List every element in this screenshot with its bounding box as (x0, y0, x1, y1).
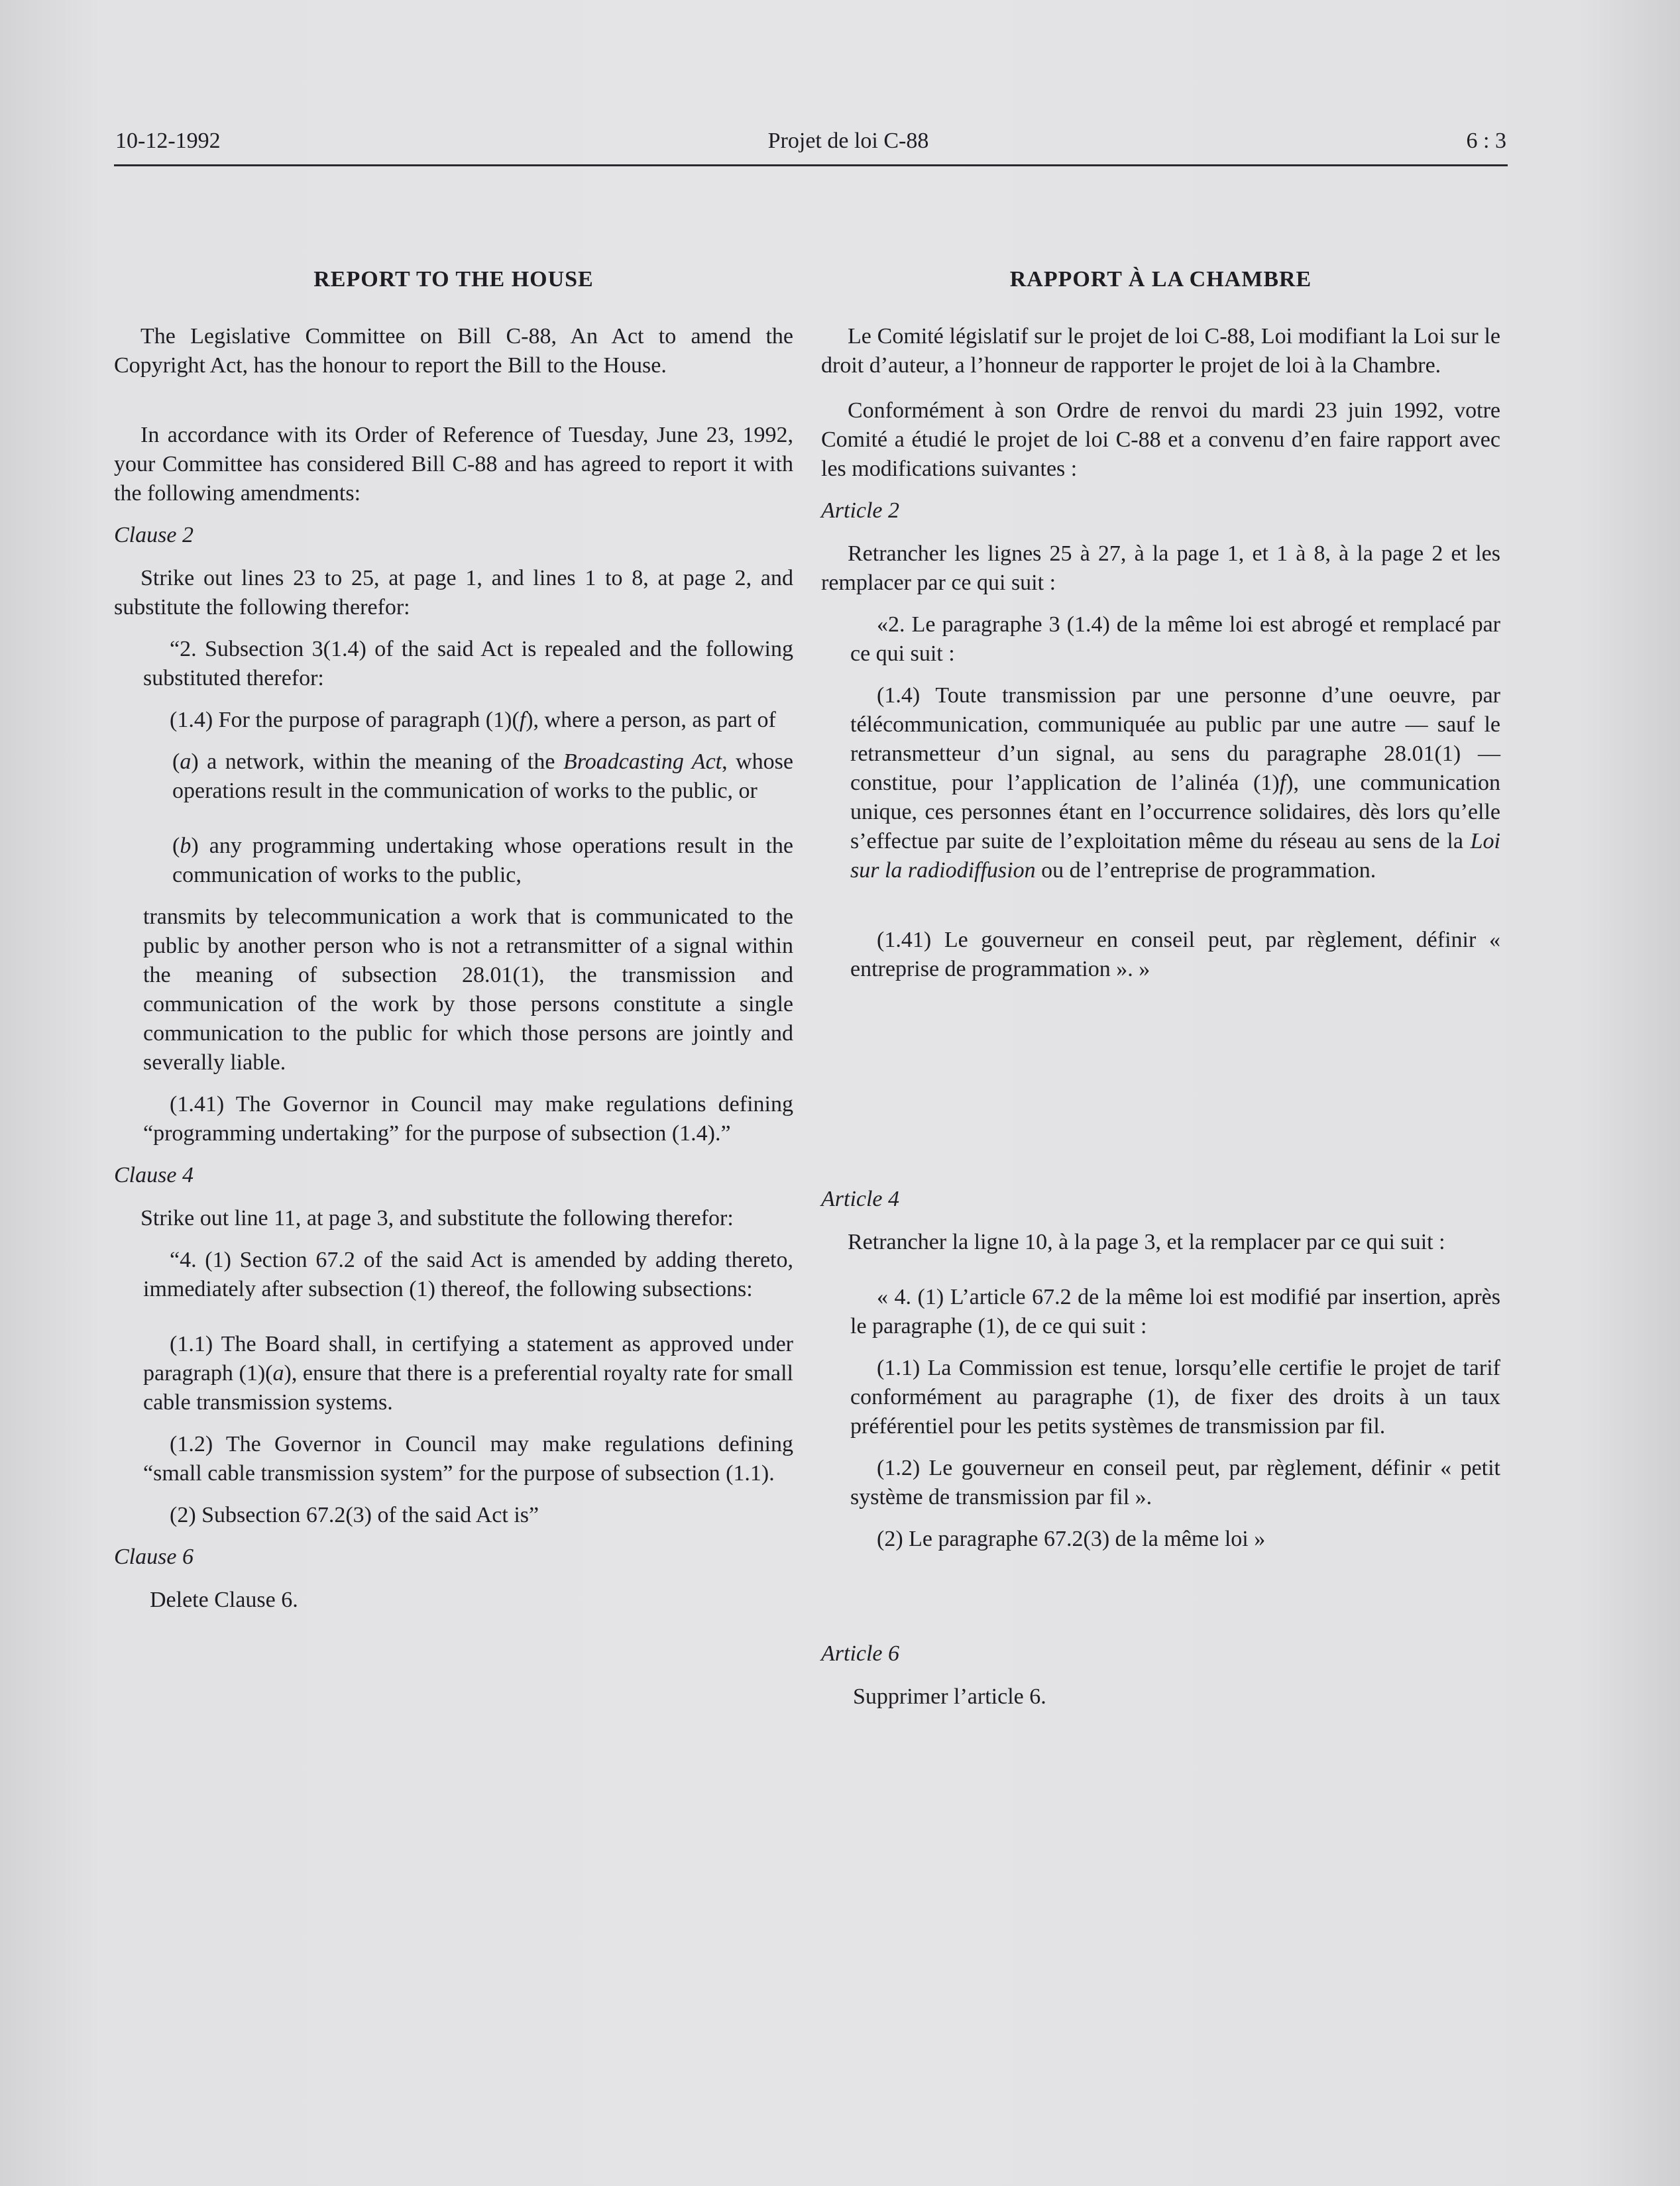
header-title: Projet de loi C-88 (767, 129, 929, 153)
paragraphe-1-2: (1.2) Le gouverneur en conseil peut, par règlement, définir « petit système de transmission par fil ». (850, 1456, 1500, 1509)
header-date: 10-12-1992 (115, 129, 221, 153)
clause-4-instruction: Strike out line 11, at page 3, and substitute the following therefor: (140, 1206, 734, 1230)
article-4-paragraph-intro: « 4. (1) L’article 67.2 de la même loi est modifié par insertion, après le paragraphe (1), de ce qui suit : (850, 1285, 1500, 1339)
article-6-label: Article 6 (821, 1641, 900, 1666)
subsection-1-41: (1.41) The Governor in Council may make regulations defining “programming undertaking” for the purpose of subsection (1.4).” (143, 1092, 793, 1146)
article-4-label: Article 4 (821, 1187, 900, 1211)
subsection-2: (2) Subsection 67.2(3) of the said Act is” (170, 1503, 539, 1527)
subsection-1-1: (1.1) The Board shall, in certifying a statement as approved under paragraph (1)(a), ensure that there is a preferential royalty rate for small cable transmission systems. (143, 1332, 793, 1415)
paragraph-a: (a) a network, within the meaning of the Broadcasting Act, whose operations result in the communication of works to the public, or (172, 749, 793, 803)
clause-2-instruction: Strike out lines 23 to 25, at page 1, and lines 1 to 8, at page 2, and substitute the following therefor: (114, 566, 793, 620)
paragraphe-1-1: (1.1) La Commission est tenue, lorsqu’elle certifie le projet de tarif conformément au paragraphe (1), de fixer des droits à un taux préférentiel pour les petits systèmes de transmission par fil. (850, 1356, 1500, 1439)
clause-2-label: Clause 2 (114, 523, 194, 547)
subsection-1-4: (1.4) For the purpose of paragraph (1)(f), where a person, as part of (170, 708, 776, 732)
clause-4-subsection-intro: “4. (1) Section 67.2 of the said Act is amended by adding thereto, immediately after subsection (1) thereof, the following subsections: (143, 1248, 793, 1301)
article-2-paragraph-intro: «2. Le paragraphe 3 (1.4) de la même loi est abrogé et remplacé par ce qui suit : (850, 612, 1500, 666)
article-4-instruction: Retrancher la ligne 10, à la page 3, et la remplacer par ce qui suit : (848, 1230, 1445, 1254)
paragraphe-1-41: (1.41) Le gouverneur en conseil peut, par règlement, définir « entreprise de programmation ». » (850, 928, 1500, 981)
english-intro-paragraph: The Legislative Committee on Bill C-88, An Act to amend the Copyright Act, has the honour to report the Bill to the House. (114, 324, 793, 378)
running-header (114, 123, 1508, 166)
paragraphe-1-4: (1.4) Toute transmission par une personne d’une oeuvre, par télécommunication, communiquée au public par une autre — sauf le retransmetteur d’un signal, au sens du paragraphe 28.01(1) — constitue, pour l’application de l’alinéa (1)f), une communication unique, ces personnes étant en l’occurrence solidaires, dès lors qu’elle s’effectue par suite de l’exploitation même du réseau au sens de la Loi sur la radiodiffusion ou de l’entreprise de programmation. (850, 683, 1500, 883)
english-heading: REPORT TO THE HOUSE (313, 267, 594, 292)
french-order-paragraph: Conformément à son Ordre de renvoi du mardi 23 juin 1992, votre Comité a étudié le projet de loi C-88 et a convenu d’en faire rapport avec les modifications suivantes : (821, 398, 1500, 481)
clause-6-instruction: Delete Clause 6. (150, 1588, 298, 1612)
article-6-instruction: Supprimer l’article 6. (853, 1684, 1046, 1709)
english-column (114, 265, 793, 1627)
clause-2-subsection-intro: “2. Subsection 3(1.4) of the said Act is repealed and the following substituted therefor: (143, 637, 793, 690)
paragraphe-2: (2) Le paragraphe 67.2(3) de la même loi » (877, 1527, 1266, 1551)
article-2-label: Article 2 (821, 498, 900, 523)
clause-4-label: Clause 4 (114, 1163, 194, 1187)
clause-6-label: Clause 6 (114, 1545, 194, 1569)
transmits-paragraph: transmits by telecommunication a work that is communicated to the public by another person who is not a retransmitter of a signal within the meaning of subsection 28.01(1), the transmission and communication of the work by those persons constitute a single communication to the public for which those persons are jointly and severally liable. (143, 904, 793, 1075)
french-heading: RAPPORT À LA CHAMBRE (1009, 267, 1312, 292)
paragraph-b: (b) any programming undertaking whose operations result in the communication of works to the public, (172, 834, 793, 887)
french-intro-paragraph: Le Comité législatif sur le projet de loi C-88, Loi modifiant la Loi sur le droit d’auteur, a l’honneur de rapporter le projet de loi à la Chambre. (821, 324, 1500, 378)
subsection-1-2: (1.2) The Governor in Council may make regulations defining “small cable transmission system” for the purpose of subsection (1.1). (143, 1432, 793, 1486)
header-page-number: 6 : 3 (1466, 129, 1506, 153)
english-order-paragraph: In accordance with its Order of Reference of Tuesday, June 23, 1992, your Committee has considered Bill C-88 and has agreed to report it with the following amendments: (114, 423, 793, 506)
french-column (821, 265, 1500, 1724)
article-2-instruction: Retrancher les lignes 25 à 27, à la page 1, et 1 à 8, à la page 2 et les remplacer par ce qui suit : (821, 541, 1500, 595)
